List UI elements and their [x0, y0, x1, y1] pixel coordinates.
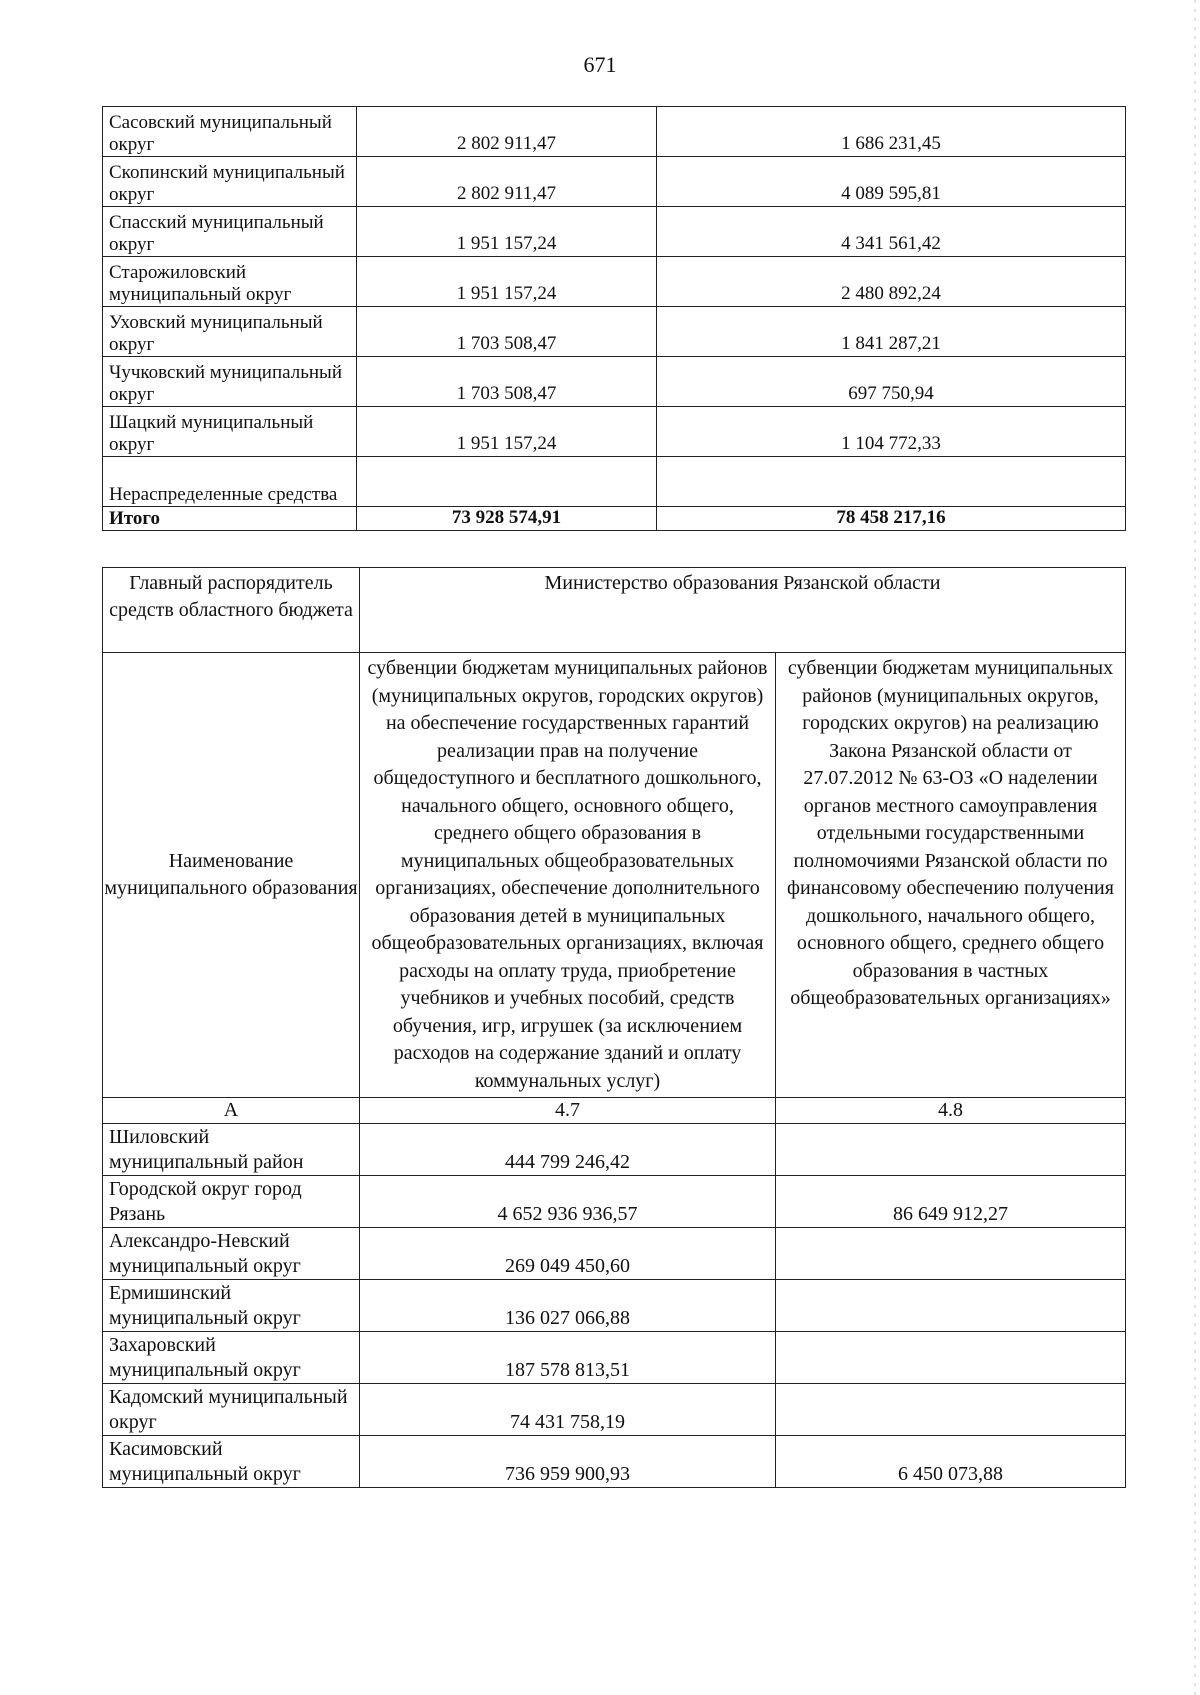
amount-cell: 86 649 912,27 [776, 1176, 1126, 1228]
amount-cell: 1 951 157,24 [357, 407, 657, 457]
column-code: А [103, 1098, 360, 1124]
amount-cell: 187 578 813,51 [360, 1332, 776, 1384]
column-code: 4.8 [776, 1098, 1126, 1124]
subvention-column-header: субвенции бюджетам муниципальных районов (муниципальных округов, городских округов) на реализацию Закона Рязанской области от 27.07.2012 № 63-ОЗ «О наделении органов местного самоуправления отдельными государственными полномочиями Рязанской области по финансовому обеспечению получения дошкольного, начального общего, основного общего, среднего общего образования в частных общеобразовательных организациях» [776, 653, 1126, 1098]
municipality-name: Сасовский муниципальный округ [103, 107, 357, 157]
municipality-name: Захаровский муниципальный округ [103, 1332, 360, 1384]
table-row [103, 1124, 1126, 1176]
header-row [103, 568, 1126, 653]
amount-cell: 1 686 231,45 [657, 107, 1126, 157]
amount-cell: 1 841 287,21 [657, 307, 1126, 357]
table-row [103, 1384, 1126, 1436]
municipality-name: Чучковский муниципальный округ [103, 357, 357, 407]
total-amount: 73 928 574,91 [357, 507, 657, 531]
amount-cell: 269 049 450,60 [360, 1228, 776, 1280]
amount-cell: 1 951 157,24 [357, 257, 657, 307]
municipality-name: Касимовский муниципальный округ [103, 1436, 360, 1488]
total-amount: 78 458 217,16 [657, 507, 1126, 531]
amount-cell [776, 1332, 1126, 1384]
amount-cell: 2 480 892,24 [657, 257, 1126, 307]
amount-cell: 697 750,94 [657, 357, 1126, 407]
allocation-table-continued [102, 106, 1126, 531]
amount-cell: 444 799 246,42 [360, 1124, 776, 1176]
amount-cell [776, 1228, 1126, 1280]
amount-cell: 1 104 772,33 [657, 407, 1126, 457]
budget-manager-label: Главный распорядитель средств областного бюджета [103, 568, 360, 653]
total-label: Итого [103, 507, 357, 531]
table-row [103, 307, 1126, 357]
table-row [103, 1176, 1126, 1228]
amount-cell [776, 1124, 1126, 1176]
amount-cell: 4 652 936 936,57 [360, 1176, 776, 1228]
municipality-name: Ермишинский муниципальный округ [103, 1280, 360, 1332]
scan-edge-artifact [1194, 0, 1196, 1695]
municipality-name: Уховский муниципальный округ [103, 307, 357, 357]
table-row [103, 357, 1126, 407]
amount-cell: 2 802 911,47 [357, 107, 657, 157]
amount-cell: 4 089 595,81 [657, 157, 1126, 207]
subvention-column-header: субвенции бюджетам муниципальных районов (муниципальных округов, городских округов) на обеспечение государственных гарантий реализации прав на получение общедоступного и бесплатного дошкольного, начального общего, основного общего, среднего общего образования в муниципальных общеобразовательных организациях, обеспечение дополнительного образования детей в муниципальных общеобразовательных организациях, включая расходы на оплату труда, приобретение учебников и учебных пособий, средств обучения, игр, игрушек (за исключением расходов на содержание зданий и оплату коммунальных услуг) [360, 653, 776, 1098]
amount-cell: 136 027 066,88 [360, 1280, 776, 1332]
amount-cell [357, 457, 657, 507]
amount-cell: 2 802 911,47 [357, 157, 657, 207]
table-row [103, 457, 1126, 507]
ministry-name: Министерство образования Рязанской области [360, 568, 1126, 653]
column-code: 4.7 [360, 1098, 776, 1124]
allocation-table [102, 567, 1126, 1488]
table-row [103, 1228, 1126, 1280]
amount-cell: 1 703 508,47 [357, 307, 657, 357]
municipality-column-header: Наименование муниципального образования [103, 653, 360, 1098]
amount-cell: 1 703 508,47 [357, 357, 657, 407]
municipality-name: Шацкий муниципальный округ [103, 407, 357, 457]
table-row [103, 157, 1126, 207]
amount-cell [776, 1384, 1126, 1436]
table-row [103, 1332, 1126, 1384]
municipality-name: Спасский муниципальный округ [103, 207, 357, 257]
table-row [103, 1280, 1126, 1332]
amount-cell: 4 341 561,42 [657, 207, 1126, 257]
amount-cell: 6 450 073,88 [776, 1436, 1126, 1488]
amount-cell [776, 1280, 1126, 1332]
table-row [103, 1436, 1126, 1488]
page-number: 671 [583, 52, 617, 77]
municipality-name: Шиловский муниципальный район [103, 1124, 360, 1176]
amount-cell [657, 457, 1126, 507]
municipality-name: Городской округ город Рязань [103, 1176, 360, 1228]
amount-cell: 1 951 157,24 [357, 207, 657, 257]
table-row [103, 107, 1126, 157]
municipality-name: Александро-Невский муниципальный округ [103, 1228, 360, 1280]
amount-cell: 736 959 900,93 [360, 1436, 776, 1488]
amount-cell: 74 431 758,19 [360, 1384, 776, 1436]
table-row [103, 257, 1126, 307]
total-row [103, 507, 1126, 531]
municipality-name: Скопинский муниципальный округ [103, 157, 357, 207]
table-row [103, 207, 1126, 257]
municipality-name: Старожиловский муниципальный округ [103, 257, 357, 307]
header-row [103, 653, 1126, 1098]
municipality-name: Нераспределенные средства [103, 457, 357, 507]
table-row [103, 407, 1126, 457]
column-codes-row [103, 1098, 1126, 1124]
municipality-name: Кадомский муниципальный округ [103, 1384, 360, 1436]
